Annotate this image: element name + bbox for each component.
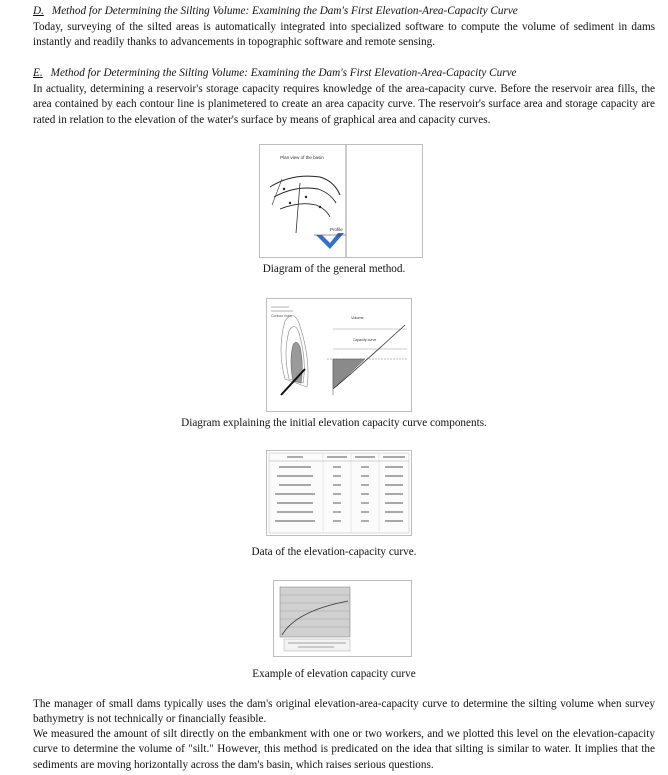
figure-general-method (259, 144, 423, 258)
figure-4-caption: Example of elevation capacity curve (252, 668, 416, 680)
figure-example-curve (273, 580, 412, 657)
general-method-diagram (260, 145, 422, 257)
figure-3-caption: Data of the elevation-capacity curve. (251, 546, 417, 558)
section-e-title: Method for Determining the Silting Volume: Examining the Dam's First Elevation-Area-Capacity Curve (50, 67, 517, 79)
example-curve-chart (274, 581, 411, 656)
section-e-letter: E. (33, 67, 43, 79)
closing-paragraph-1: The manager of small dams typically uses the dam's original elevation-area-capacity curve to determine the silting volume when survey bathymetry is not technically or financially feasible. (33, 698, 655, 726)
section-e-heading (33, 66, 517, 81)
curve-components-diagram (267, 299, 411, 411)
section-d-title: Method for Determining the Silting Volume: Examining the Dam's First Elevation-Area-Capacity Curve (51, 5, 518, 17)
figure-curve-data-table (266, 450, 412, 536)
section-e-body: In actuality, determining a reservoir's storage capacity requires knowledge of the area-capacity curve. Before the reservoir area fills, the area contained by each contour line is planimetered to create an area capacity curve. The reservoir's surface area and storage capacity are rated in relation to the elevation of the water's surface by means of graphical area and capacity curves. (33, 83, 655, 126)
figure-curve-components (266, 298, 412, 412)
section-d-body: Today, surveying of the silted areas is automatically integrated into specialized software to compute the volume of sediment in dams instantly and readily thanks to advancements in topographic software and remote sensing. (33, 21, 655, 49)
plan-view-label: Plan view of the basin (280, 155, 324, 160)
section-d-heading (33, 4, 518, 19)
profile-label: Profile (330, 227, 343, 232)
figure-2-caption: Diagram explaining the initial elevation capacity curve components. (181, 417, 487, 429)
section-d-letter: D. (33, 5, 44, 17)
capacity-curve-label: Capacity curve (353, 338, 377, 342)
volume-label: Volume (351, 316, 364, 320)
curve-data-table-image (267, 451, 411, 535)
closing-paragraph-2: We measured the amount of silt directly on the embankment with one or two workers, and we plotted this level on the elevation-capacity curve to determine the volume of "silt." However, this method is predicated on the idea that silting is similar to water. It implies that the sediments are moving horizontally across the dam's basin, which raises serious questions. (33, 728, 655, 771)
figure-1-caption: Diagram of the general method. (262, 263, 406, 275)
contour-lines-label: Contour lines (271, 314, 292, 318)
